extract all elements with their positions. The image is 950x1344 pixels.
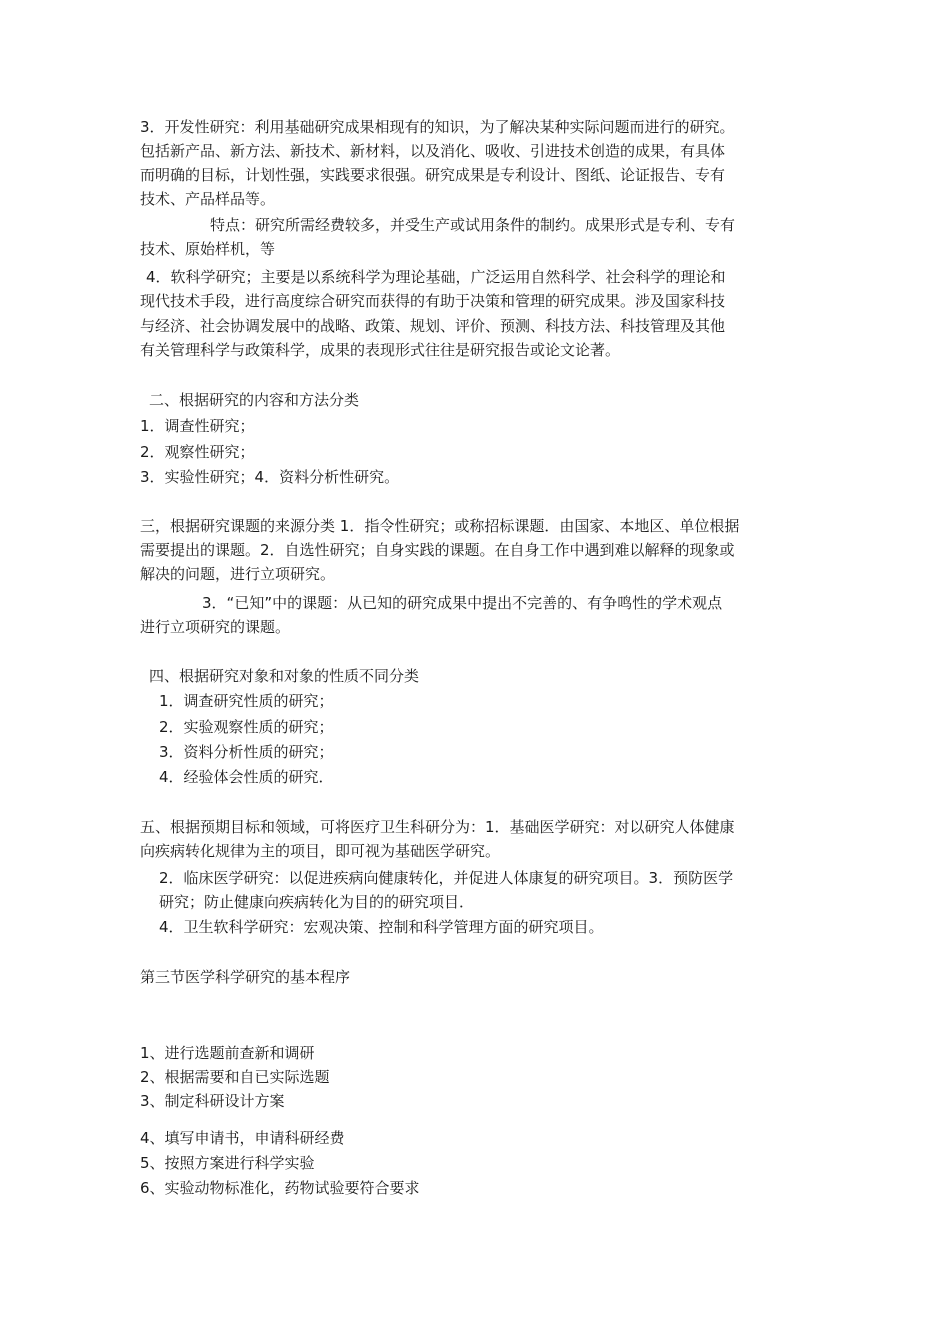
section-heading: 二、根据研究的内容和方法分类 — [149, 391, 360, 409]
text-line: 4．软科学研究；主要是以系统科学为理论基础，广泛运用自然科学、社会科学的理论和 — [146, 268, 726, 286]
text-line: 而明确的目标，计划性强，实践要求很强。研究成果是专利设计、图纸、论证报告、专有 — [140, 166, 726, 184]
text-line: 3．“已知”中的课题：从已知的研究成果中提出不完善的、有争鸣性的学术观点 — [202, 594, 723, 612]
text-line: 3．开发性研究：利用基础研究成果相现有的知识，为了解决某种实际问题而进行的研究。 — [140, 118, 735, 136]
list-item: 2、根据需要和自已实际选题 — [140, 1068, 330, 1086]
text-line: 现代技术手段，进行高度综合研究而获得的有助于决策和管理的研究成果。涉及国家科技 — [140, 292, 726, 310]
list-item: 3．资料分析性质的研究； — [159, 743, 334, 761]
text-line: 进行立项研究的课题。 — [140, 618, 291, 636]
text-line: 技术、原始样机，等 — [140, 240, 276, 258]
list-item: 1．调查研究性质的研究； — [159, 692, 334, 710]
section-heading: 三，根据研究课题的来源分类 1．指令性研究；或称招标课题．由国家、本地区、单位根据 — [140, 517, 740, 535]
section-heading: 五、根据预期目标和领域，可将医疗卫生科研分为：1．基础医学研究：对以研究人体健康 — [140, 818, 735, 836]
text-line: 技术、产品样品等。 — [140, 190, 276, 208]
section-heading: 第三节医学科学研究的基本程序 — [140, 968, 351, 986]
text-line: 2．临床医学研究：以促进疾病向健康转化，并促进人体康复的研究项目。3．预防医学 — [159, 869, 734, 887]
list-item: 3．实验性研究；4．资料分析性研究。 — [140, 468, 400, 486]
text-line: 有关管理科学与政策科学，成果的表现形式往往是研究报告或论文论著。 — [140, 341, 621, 359]
text-line: 向疾病转化规律为主的项目，即可视为基础医学研究。 — [140, 842, 501, 860]
list-item: 6、实验动物标准化，药物试验要符合要求 — [140, 1179, 420, 1197]
text-line: 与经济、社会协调发展中的战略、政策、规划、评价、预测、科技方法、科技管理及其他 — [140, 317, 726, 335]
text-line: 研究；防止健康向疾病转化为目的的研究项目． — [159, 893, 475, 911]
list-item: 2．观察性研究； — [140, 443, 255, 461]
list-item: 1．调查性研究； — [140, 417, 255, 435]
list-item: 5、按照方案进行科学实验 — [140, 1154, 315, 1172]
list-item: 4、填写申请书，申请科研经费 — [140, 1129, 345, 1147]
text-line: 解决的问题，进行立项研究。 — [140, 565, 336, 583]
list-item: 1、进行选题前查新和调研 — [140, 1044, 315, 1062]
list-item: 2．实验观察性质的研究； — [159, 718, 334, 736]
list-item: 4．经验体会性质的研究． — [159, 768, 334, 786]
text-line: 4．卫生软科学研究：宏观决策、控制和科学管理方面的研究项目。 — [159, 918, 604, 936]
text-line: 特点：研究所需经费较多，并受生产或试用条件的制约。成果形式是专利、专有 — [210, 216, 736, 234]
text-line: 需要提出的课题。2．自选性研究；自身实践的课题。在自身工作中遇到难以解释的现象或 — [140, 541, 735, 559]
text-line: 包括新产品、新方法、新技术、新材料，以及消化、吸收、引进技术创造的成果，有具体 — [140, 142, 726, 160]
section-heading: 四、根据研究对象和对象的性质不同分类 — [149, 667, 420, 685]
list-item: 3、制定科研设计方案 — [140, 1092, 285, 1110]
